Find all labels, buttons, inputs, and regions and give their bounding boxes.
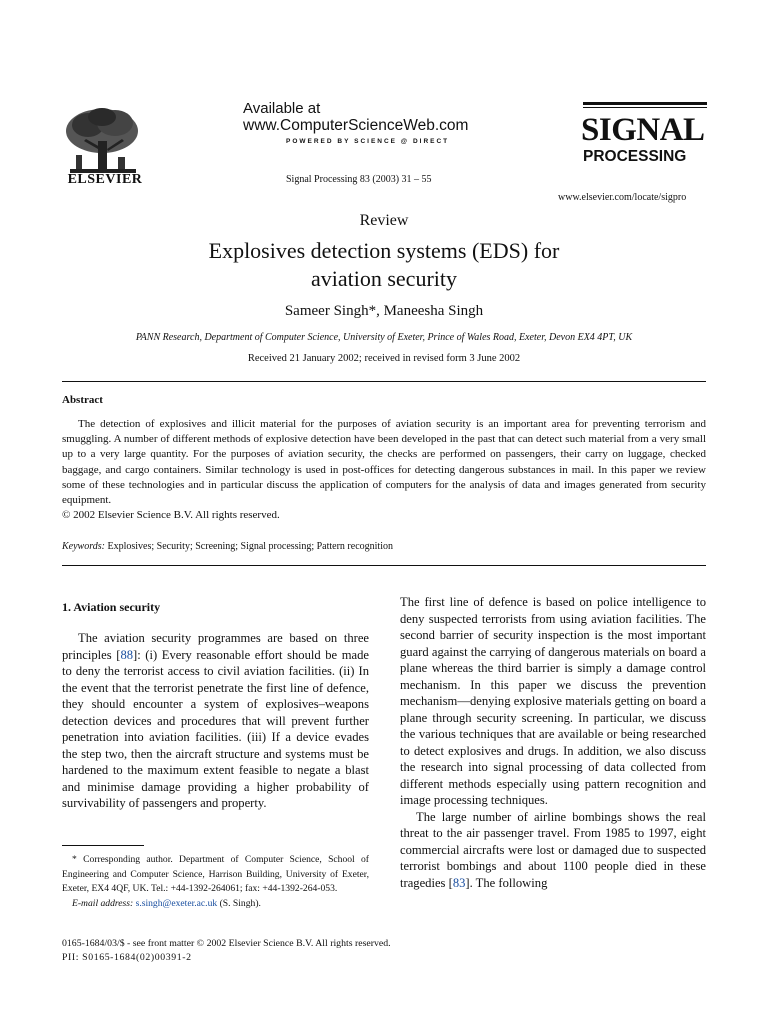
journal-title-processing: PROCESSING — [583, 148, 687, 165]
abstract-heading: Abstract — [62, 394, 103, 406]
paragraph: The first line of defence is based on police intelligence to deny suspected terrorists from using aviation facilities. The second barrier of security inspection is the most important guard against the carrying of dangerous materials on board a plane whereas the third barrier is simply a damage control mechanism. In this paper we discuss the prevention mechanism—denying explosive materials getting on board a plane through security screening. In particular, we discuss the various techniques that are available or being researched to detect explosives and drugs. In addition, we also discuss the research into signal processing of data collected from different methods especially using pattern recognition and image processing techniques. — [400, 595, 706, 807]
article-authors: Sameer Singh*, Maneesha Singh — [284, 303, 484, 319]
journal-logo-rule-thin — [583, 107, 707, 108]
keywords — [62, 541, 393, 552]
article-type: Review — [359, 212, 409, 229]
abstract-copyright: © 2002 Elsevier Science B.V. All rights reserved. — [62, 509, 280, 522]
received-dates: Received 21 January 2002; received in revised form 3 June 2002 — [247, 353, 521, 364]
publisher-name: ELSEVIER — [67, 172, 143, 187]
section-heading: 1. Aviation security — [62, 600, 161, 614]
journal-url-link[interactable]: www.elsevier.com/locate/sigpro — [558, 192, 687, 203]
citation-link[interactable]: 88 — [120, 647, 134, 662]
keywords-list: Explosives; Security; Screening; Signal processing; Pattern recognition — [107, 541, 393, 552]
article-title — [0, 237, 768, 293]
abstract-body — [62, 417, 706, 523]
title-line-1: Explosives detection systems (EDS) for — [208, 238, 560, 263]
footnote-text: * Corresponding author. Department of Computer Science, School of Engineering and Computer Science, Harrison Building, University of Exeter, Exeter, EX4 4QF, UK. Tel.: +44-1392-264061; fax: +44-1392-264-053. — [62, 854, 369, 895]
abstract-top-rule — [62, 381, 706, 382]
paragraph: The aviation security programmes are based on three principles [88]: (i) Every reasonable effort should be made to deny the terrorist access to civil aviation facilities. (ii) In the event that the terrorist penetrate the first line of defence, they should encounter a system of explosives–weapons detection devices and procedures that will prevent further penetration into aviation facilities. (iii) If a device evades the step two, then the aircraft structure and systems must be hardened to the maximum extent feasible to negate a blast and minimise damage providing a higher probability of survivability of passengers and property. — [62, 631, 369, 810]
pii-line: PII: S0165-1684(02)00391-2 — [62, 952, 192, 963]
author-affiliation: PANN Research, Department of Computer Science, University of Exeter, Prince of Wales Road, Exeter, Devon EX4 4PT, UK — [135, 332, 633, 343]
footnote — [62, 853, 369, 911]
footnote-rule — [62, 845, 144, 846]
abstract-text: The detection of explosives and illicit material for the purposes of aviation security is an important area for preventing terrorism and smuggling. A number of different methods of explosive detection have been developed in the past that can detect such material from a very small up to a very large quantity. For the purposes of aviation security, the checks are performed on passengers, their carry on luggage, checked baggage, and cargo containers. Similar technology is used in post-offices for detecting dangerous substances in mail. In this paper we review some of these technologies and in particular discuss the application of computers for the analysis of data and images generated from security equipment. — [62, 418, 706, 507]
paragraph: The large number of airline bombings shows the real threat to the air passenger travel. From 1985 to 1997, eight commercial aircrafts were lost or damaged due to suspected terrorist bombings and about 1100 people died in these tragedies [83]. The following — [400, 809, 706, 890]
powered-by-logo: POWERED BY SCIENCE @ DIRECT — [286, 138, 450, 145]
keywords-label: Keywords: — [62, 541, 105, 552]
citation-link[interactable]: 83 — [452, 875, 466, 890]
abstract-bottom-rule — [62, 565, 706, 566]
journal-reference: Signal Processing 83 (2003) 31 – 55 — [286, 174, 432, 185]
site-url-link[interactable]: www.ComputerScienceWeb.com — [243, 117, 469, 134]
available-at-text: Available at — [243, 100, 321, 117]
journal-logo-rule — [583, 102, 707, 105]
title-line-2: aviation security — [310, 266, 457, 291]
footnote-email-line: E-mail address: s.singh@exeter.ac.uk (S. Singh). — [72, 897, 261, 909]
email-link[interactable]: s.singh@exeter.ac.uk — [135, 897, 218, 909]
right-column — [400, 594, 706, 891]
journal-title-signal: SIGNAL — [581, 112, 705, 148]
left-column — [62, 630, 369, 812]
front-matter-line: 0165-1684/03/$ - see front matter © 2002 Elsevier Science B.V. All rights reserved. — [62, 938, 391, 949]
